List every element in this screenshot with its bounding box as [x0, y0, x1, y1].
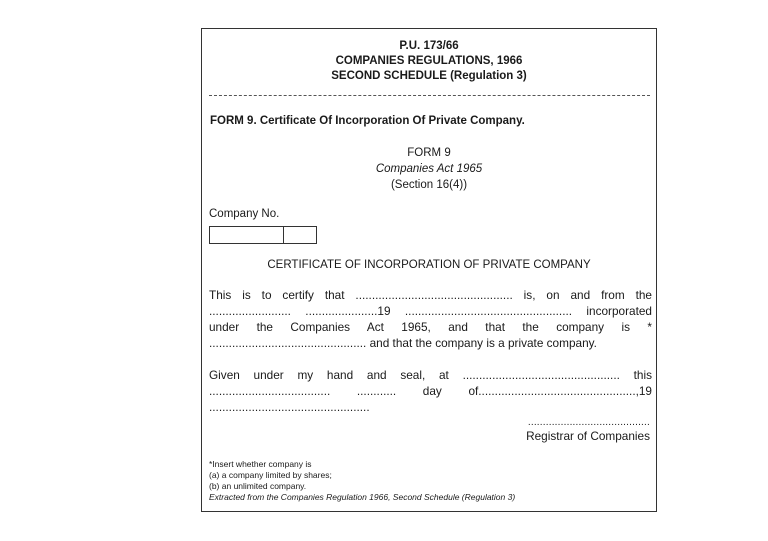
source-note: Extracted from the Companies Regulation 1966, Second Schedule (Regulation 3)	[209, 492, 516, 502]
header-pu-number: P.U. 173/66	[399, 40, 459, 52]
company-no-boxes	[209, 226, 317, 244]
act-name: Companies Act 1965	[375, 163, 483, 175]
footnote-insert: *Insert whether company is	[209, 459, 312, 469]
registrar-label: Registrar of Companies	[526, 429, 650, 443]
divider	[209, 95, 650, 96]
company-no-label: Company No.	[209, 208, 280, 220]
header-regulations: COMPANIES REGULATIONS, 1966	[335, 55, 523, 67]
form-title: FORM 9. Certificate Of Incorporation Of Private Company.	[210, 115, 525, 127]
certificate-form	[201, 28, 657, 512]
company-no-box-main	[209, 226, 284, 244]
header-schedule: SECOND SCHEDULE (Regulation 3)	[331, 70, 527, 82]
footnote-unlimited: (b) an unlimited company.	[209, 481, 307, 491]
company-no-box-suffix	[284, 226, 317, 244]
signature-line: .........................................	[527, 417, 650, 428]
footnote-limited: (a) a company limited by shares;	[209, 470, 332, 480]
certificate-heading: CERTIFICATE OF INCORPORATION OF PRIVATE COMPANY	[267, 259, 591, 271]
section-ref: (Section 16(4))	[390, 179, 468, 191]
certify-paragraph: This is to certify that ................................................ is, on and from the ......................... ......................19 ................................................... incorporated under the Companies Act 1965, and that the company is * ................................................ and that the company is a private company.	[209, 288, 652, 350]
form-number: FORM 9	[407, 147, 451, 159]
given-paragraph: Given under my hand and seal, at ................................................ this ..................................... ............ day of................................................,19 .................................................	[209, 368, 652, 414]
